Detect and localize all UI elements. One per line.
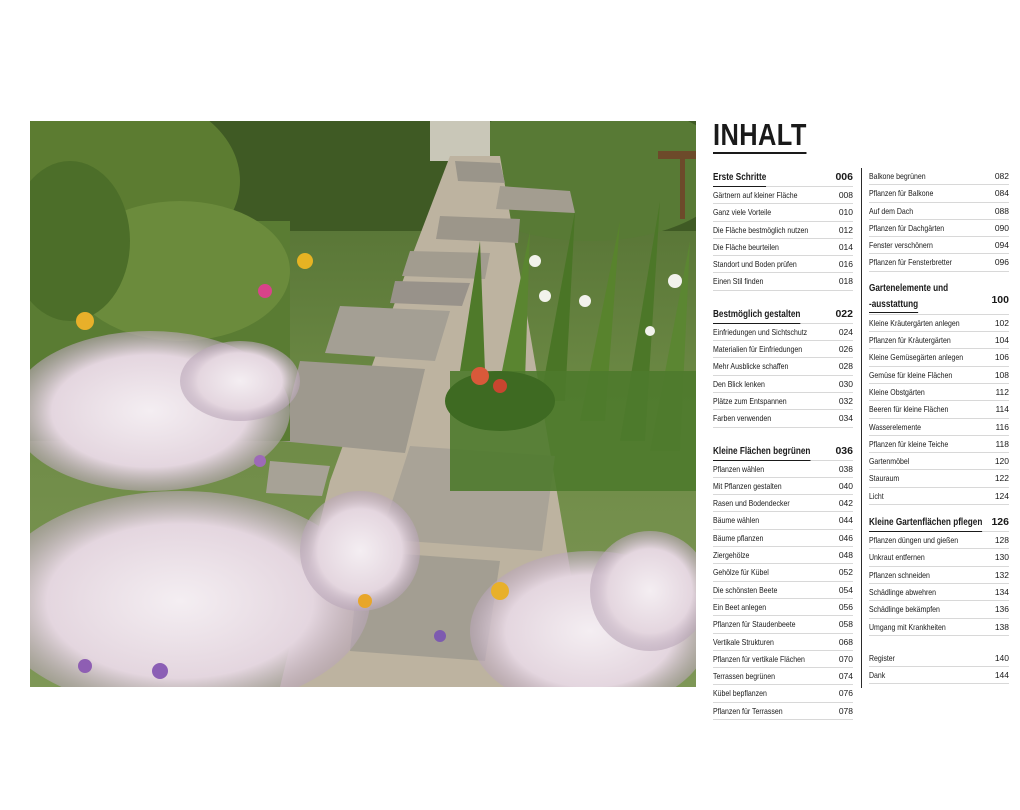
toc-page-number: 138 bbox=[994, 621, 1009, 632]
toc-page-number: 124 bbox=[994, 490, 1009, 501]
toc-label: Pflanzen schneiden bbox=[869, 569, 930, 580]
toc-label: Materialien für Einfriedungen bbox=[713, 344, 803, 355]
toc-page-number: 076 bbox=[838, 688, 853, 699]
toc-spacer bbox=[869, 272, 1009, 280]
toc-entry bbox=[869, 584, 1009, 601]
toc-label: Kleine Kräutergärten anlegen bbox=[869, 317, 960, 328]
toc-entry bbox=[713, 376, 853, 393]
toc-label: Einen Stil finden bbox=[713, 276, 764, 287]
toc-label: Schädlinge abwehren bbox=[869, 586, 937, 597]
toc-label: Erste Schritte bbox=[713, 168, 766, 187]
toc-label: Den Blick lenken bbox=[713, 378, 765, 389]
toc-spacer bbox=[869, 636, 1009, 650]
toc-label: Auf dem Dach bbox=[869, 205, 914, 216]
toc-page-number: 010 bbox=[838, 207, 853, 218]
toc-entry bbox=[869, 401, 1009, 418]
toc-entry bbox=[869, 220, 1009, 237]
toc-entry bbox=[713, 410, 853, 427]
toc-label: Umgang mit Krankheiten bbox=[869, 621, 946, 632]
toc-label: Pflanzen für Balkone bbox=[869, 188, 934, 199]
toc-entry bbox=[869, 619, 1009, 636]
toc-page-number: 038 bbox=[838, 463, 853, 474]
toc-label: Gehölze für Kübel bbox=[713, 567, 769, 578]
toc-entry bbox=[869, 203, 1009, 220]
toc-entry bbox=[713, 685, 853, 702]
toc-entry bbox=[869, 436, 1009, 453]
toc-entry bbox=[713, 358, 853, 375]
toc-label: Register bbox=[869, 652, 895, 663]
toc-page-number: 100 bbox=[991, 293, 1009, 306]
toc-entry bbox=[869, 384, 1009, 401]
toc-entry bbox=[869, 650, 1009, 667]
toc-section-heading bbox=[713, 442, 853, 461]
column-divider bbox=[861, 168, 862, 688]
toc-entry bbox=[713, 393, 853, 410]
toc-entry bbox=[713, 222, 853, 239]
toc-label: Gärtnern auf kleiner Fläche bbox=[713, 190, 798, 200]
toc-page-number: 082 bbox=[994, 171, 1009, 181]
toc-label: Kleine Gartenflächen pflegen bbox=[869, 513, 982, 532]
toc-label: Unkraut entfernen bbox=[869, 552, 925, 563]
toc-label: Pflanzen für Staudenbeete bbox=[713, 619, 796, 630]
toc-entry bbox=[869, 185, 1009, 202]
toc-page-number: 068 bbox=[838, 636, 853, 647]
toc-label: Bäume wählen bbox=[713, 515, 760, 526]
toc-label: Bäume pflanzen bbox=[713, 532, 764, 543]
toc-page-number: 018 bbox=[838, 276, 853, 287]
toc-page-number: 122 bbox=[994, 473, 1009, 484]
toc-section-heading bbox=[713, 168, 853, 187]
page-title: INHALT bbox=[713, 117, 807, 152]
toc-page-number: 056 bbox=[838, 601, 853, 612]
toc-entry bbox=[713, 530, 853, 547]
toc-entry bbox=[869, 349, 1009, 366]
toc-label: Balkone begrünen bbox=[869, 171, 926, 181]
toc-label: Farben verwenden bbox=[713, 413, 772, 424]
toc-label: Pflanzen düngen und gießen bbox=[869, 535, 959, 546]
toc-page-number: 016 bbox=[838, 259, 853, 270]
toc-page-number: 144 bbox=[994, 670, 1009, 681]
toc-label: Pflanzen für Kräutergärten bbox=[869, 335, 951, 346]
toc-page-number: 136 bbox=[994, 604, 1009, 615]
toc-entry bbox=[869, 419, 1009, 436]
toc-heading-line: -ausstattung bbox=[869, 296, 918, 313]
toc-entry bbox=[869, 168, 1009, 185]
toc-page-number: 108 bbox=[994, 369, 1009, 380]
toc-page-number: 022 bbox=[835, 307, 853, 320]
toc-entry bbox=[713, 478, 853, 495]
toc-entry bbox=[713, 239, 853, 256]
toc-label: Mit Pflanzen gestalten bbox=[713, 480, 782, 491]
toc-entry bbox=[713, 634, 853, 651]
toc-label: Die Fläche beurteilen bbox=[713, 241, 779, 252]
toc-page-number: 034 bbox=[838, 413, 853, 424]
toc-label: Pflanzen für kleine Teiche bbox=[869, 438, 949, 449]
toc-page-number: 058 bbox=[838, 619, 853, 630]
toc-entry bbox=[869, 237, 1009, 254]
toc-page-number: 104 bbox=[994, 335, 1009, 346]
toc-label: Pflanzen für Fensterbretter bbox=[869, 257, 952, 268]
toc-page-number: 036 bbox=[835, 444, 853, 457]
toc-page-number: 120 bbox=[994, 456, 1009, 467]
toc-label: Die Fläche bestmöglich nutzen bbox=[713, 224, 809, 235]
toc-label: Standort und Boden prüfen bbox=[713, 259, 797, 270]
toc-page-number: 046 bbox=[838, 532, 853, 543]
toc-page-number: 054 bbox=[838, 584, 853, 595]
toc-page-number: 032 bbox=[838, 395, 853, 406]
toc-page-number: 094 bbox=[994, 240, 1009, 251]
toc-page-number: 008 bbox=[838, 190, 853, 200]
toc-label: Pflanzen für Terrassen bbox=[713, 705, 783, 716]
toc-label: Die schönsten Beete bbox=[713, 584, 778, 595]
toc-page-number: 088 bbox=[994, 205, 1009, 216]
toc-spacer bbox=[869, 505, 1009, 513]
toc-page-number: 052 bbox=[838, 567, 853, 578]
table-of-contents bbox=[713, 117, 1009, 716]
toc-entry bbox=[713, 651, 853, 668]
toc-entry bbox=[713, 324, 853, 341]
toc-entry bbox=[869, 601, 1009, 618]
toc-page-number: 116 bbox=[995, 421, 1009, 432]
toc-page-number: 006 bbox=[835, 171, 853, 183]
toc-entry bbox=[713, 512, 853, 529]
toc-entry bbox=[713, 187, 853, 204]
toc-entry bbox=[713, 273, 853, 290]
toc-column-right bbox=[869, 168, 1009, 684]
toc-entry bbox=[713, 256, 853, 273]
toc-page-number: 132 bbox=[994, 569, 1009, 580]
toc-entry bbox=[713, 547, 853, 564]
toc-page-number: 126 bbox=[991, 516, 1009, 529]
toc-label: Kleine Obstgärten bbox=[869, 386, 925, 397]
toc-label: Rasen und Bodendecker bbox=[713, 498, 790, 509]
toc-label: Mehr Ausblicke schaffen bbox=[713, 361, 789, 372]
toc-entry bbox=[869, 470, 1009, 487]
toc-entry bbox=[713, 495, 853, 512]
toc-entry bbox=[869, 453, 1009, 470]
toc-page-number: 040 bbox=[838, 480, 853, 491]
toc-entry bbox=[713, 341, 853, 358]
toc-page-number: 090 bbox=[994, 222, 1009, 233]
toc-page-number: 024 bbox=[838, 326, 853, 337]
toc-entry bbox=[713, 582, 853, 599]
toc-label: Stauraum bbox=[869, 473, 900, 484]
toc-label: Pflanzen für Dachgärten bbox=[869, 222, 945, 233]
toc-entry bbox=[713, 703, 853, 720]
toc-page-number: 096 bbox=[994, 257, 1009, 268]
toc-label: Kleine Flächen begrünen bbox=[713, 442, 810, 461]
toc-entry bbox=[869, 549, 1009, 566]
toc-page-number: 118 bbox=[995, 438, 1009, 449]
toc-page-number: 112 bbox=[995, 386, 1009, 397]
toc-column-left bbox=[713, 168, 853, 720]
toc-label: Fenster verschönern bbox=[869, 240, 933, 251]
toc-page-number: 102 bbox=[994, 317, 1009, 328]
toc-label: Pflanzen für vertikale Flächen bbox=[713, 653, 805, 664]
toc-entry bbox=[713, 564, 853, 581]
toc-page-number: 134 bbox=[994, 586, 1009, 597]
toc-label: Beeren für kleine Flächen bbox=[869, 404, 949, 415]
toc-entry bbox=[869, 567, 1009, 584]
toc-spacer bbox=[713, 291, 853, 305]
toc-page-number: 078 bbox=[838, 705, 853, 716]
toc-entry bbox=[713, 668, 853, 685]
toc-entry bbox=[869, 532, 1009, 549]
book-spread bbox=[30, 117, 1009, 716]
toc-entry bbox=[713, 599, 853, 616]
toc-page-number: 128 bbox=[994, 535, 1009, 546]
toc-label: Pflanzen wählen bbox=[713, 463, 765, 474]
toc-section-heading bbox=[869, 513, 1009, 532]
toc-page-number: 070 bbox=[838, 653, 853, 664]
toc-entry bbox=[869, 254, 1009, 271]
toc-page-number: 028 bbox=[838, 361, 853, 372]
toc-label: Gemüse für kleine Flächen bbox=[869, 369, 953, 380]
toc-label: Gartenmöbel bbox=[869, 456, 910, 467]
toc-page-number: 026 bbox=[838, 344, 853, 355]
toc-page-number: 030 bbox=[838, 378, 853, 389]
toc-label: Ein Beet anlegen bbox=[713, 601, 767, 612]
toc-label: Terrassen begrünen bbox=[713, 671, 775, 682]
toc-page-number: 012 bbox=[838, 224, 853, 235]
toc-label: Kübel bepflanzen bbox=[713, 688, 767, 699]
toc-page-number: 130 bbox=[994, 552, 1009, 563]
toc-entry bbox=[869, 488, 1009, 505]
toc-label: Dank bbox=[869, 670, 886, 681]
toc-entry bbox=[869, 332, 1009, 349]
toc-label: Plätze zum Entspannen bbox=[713, 395, 787, 406]
toc-entry bbox=[869, 315, 1009, 332]
toc-entry bbox=[713, 461, 853, 478]
toc-entry bbox=[869, 667, 1009, 684]
toc-heading-line: Gartenelemente und bbox=[869, 281, 949, 294]
toc-label: Bestmöglich gestalten bbox=[713, 305, 800, 324]
toc-label: Schädlinge bekämpfen bbox=[869, 604, 940, 615]
toc-section-heading bbox=[869, 280, 1009, 315]
toc-spacer bbox=[713, 428, 853, 442]
toc-entry bbox=[713, 616, 853, 633]
toc-label: Wasserelemente bbox=[869, 421, 922, 432]
toc-page-number: 044 bbox=[838, 515, 853, 526]
toc-section-heading bbox=[713, 305, 853, 324]
toc-page-number: 048 bbox=[838, 550, 853, 561]
garden-path-photo bbox=[30, 121, 696, 687]
toc-entry bbox=[713, 204, 853, 221]
toc-page-number: 074 bbox=[838, 671, 853, 682]
toc-label: Licht bbox=[869, 490, 884, 501]
toc-label: Einfriedungen und Sichtschutz bbox=[713, 326, 808, 337]
toc-page-number: 140 bbox=[994, 652, 1009, 663]
toc-page-number: 014 bbox=[838, 241, 853, 252]
toc-label: Kleine Gemüsegärten anlegen bbox=[869, 352, 964, 363]
toc-page-number: 042 bbox=[838, 498, 853, 509]
toc-page-number: 084 bbox=[994, 188, 1009, 199]
toc-label: Vertikale Strukturen bbox=[713, 636, 774, 647]
toc-page-number: 114 bbox=[995, 404, 1009, 415]
toc-entry bbox=[869, 367, 1009, 384]
toc-label: Ziergehölze bbox=[713, 550, 750, 561]
toc-label: Ganz viele Vorteile bbox=[713, 207, 772, 218]
toc-page-number: 106 bbox=[994, 352, 1009, 363]
